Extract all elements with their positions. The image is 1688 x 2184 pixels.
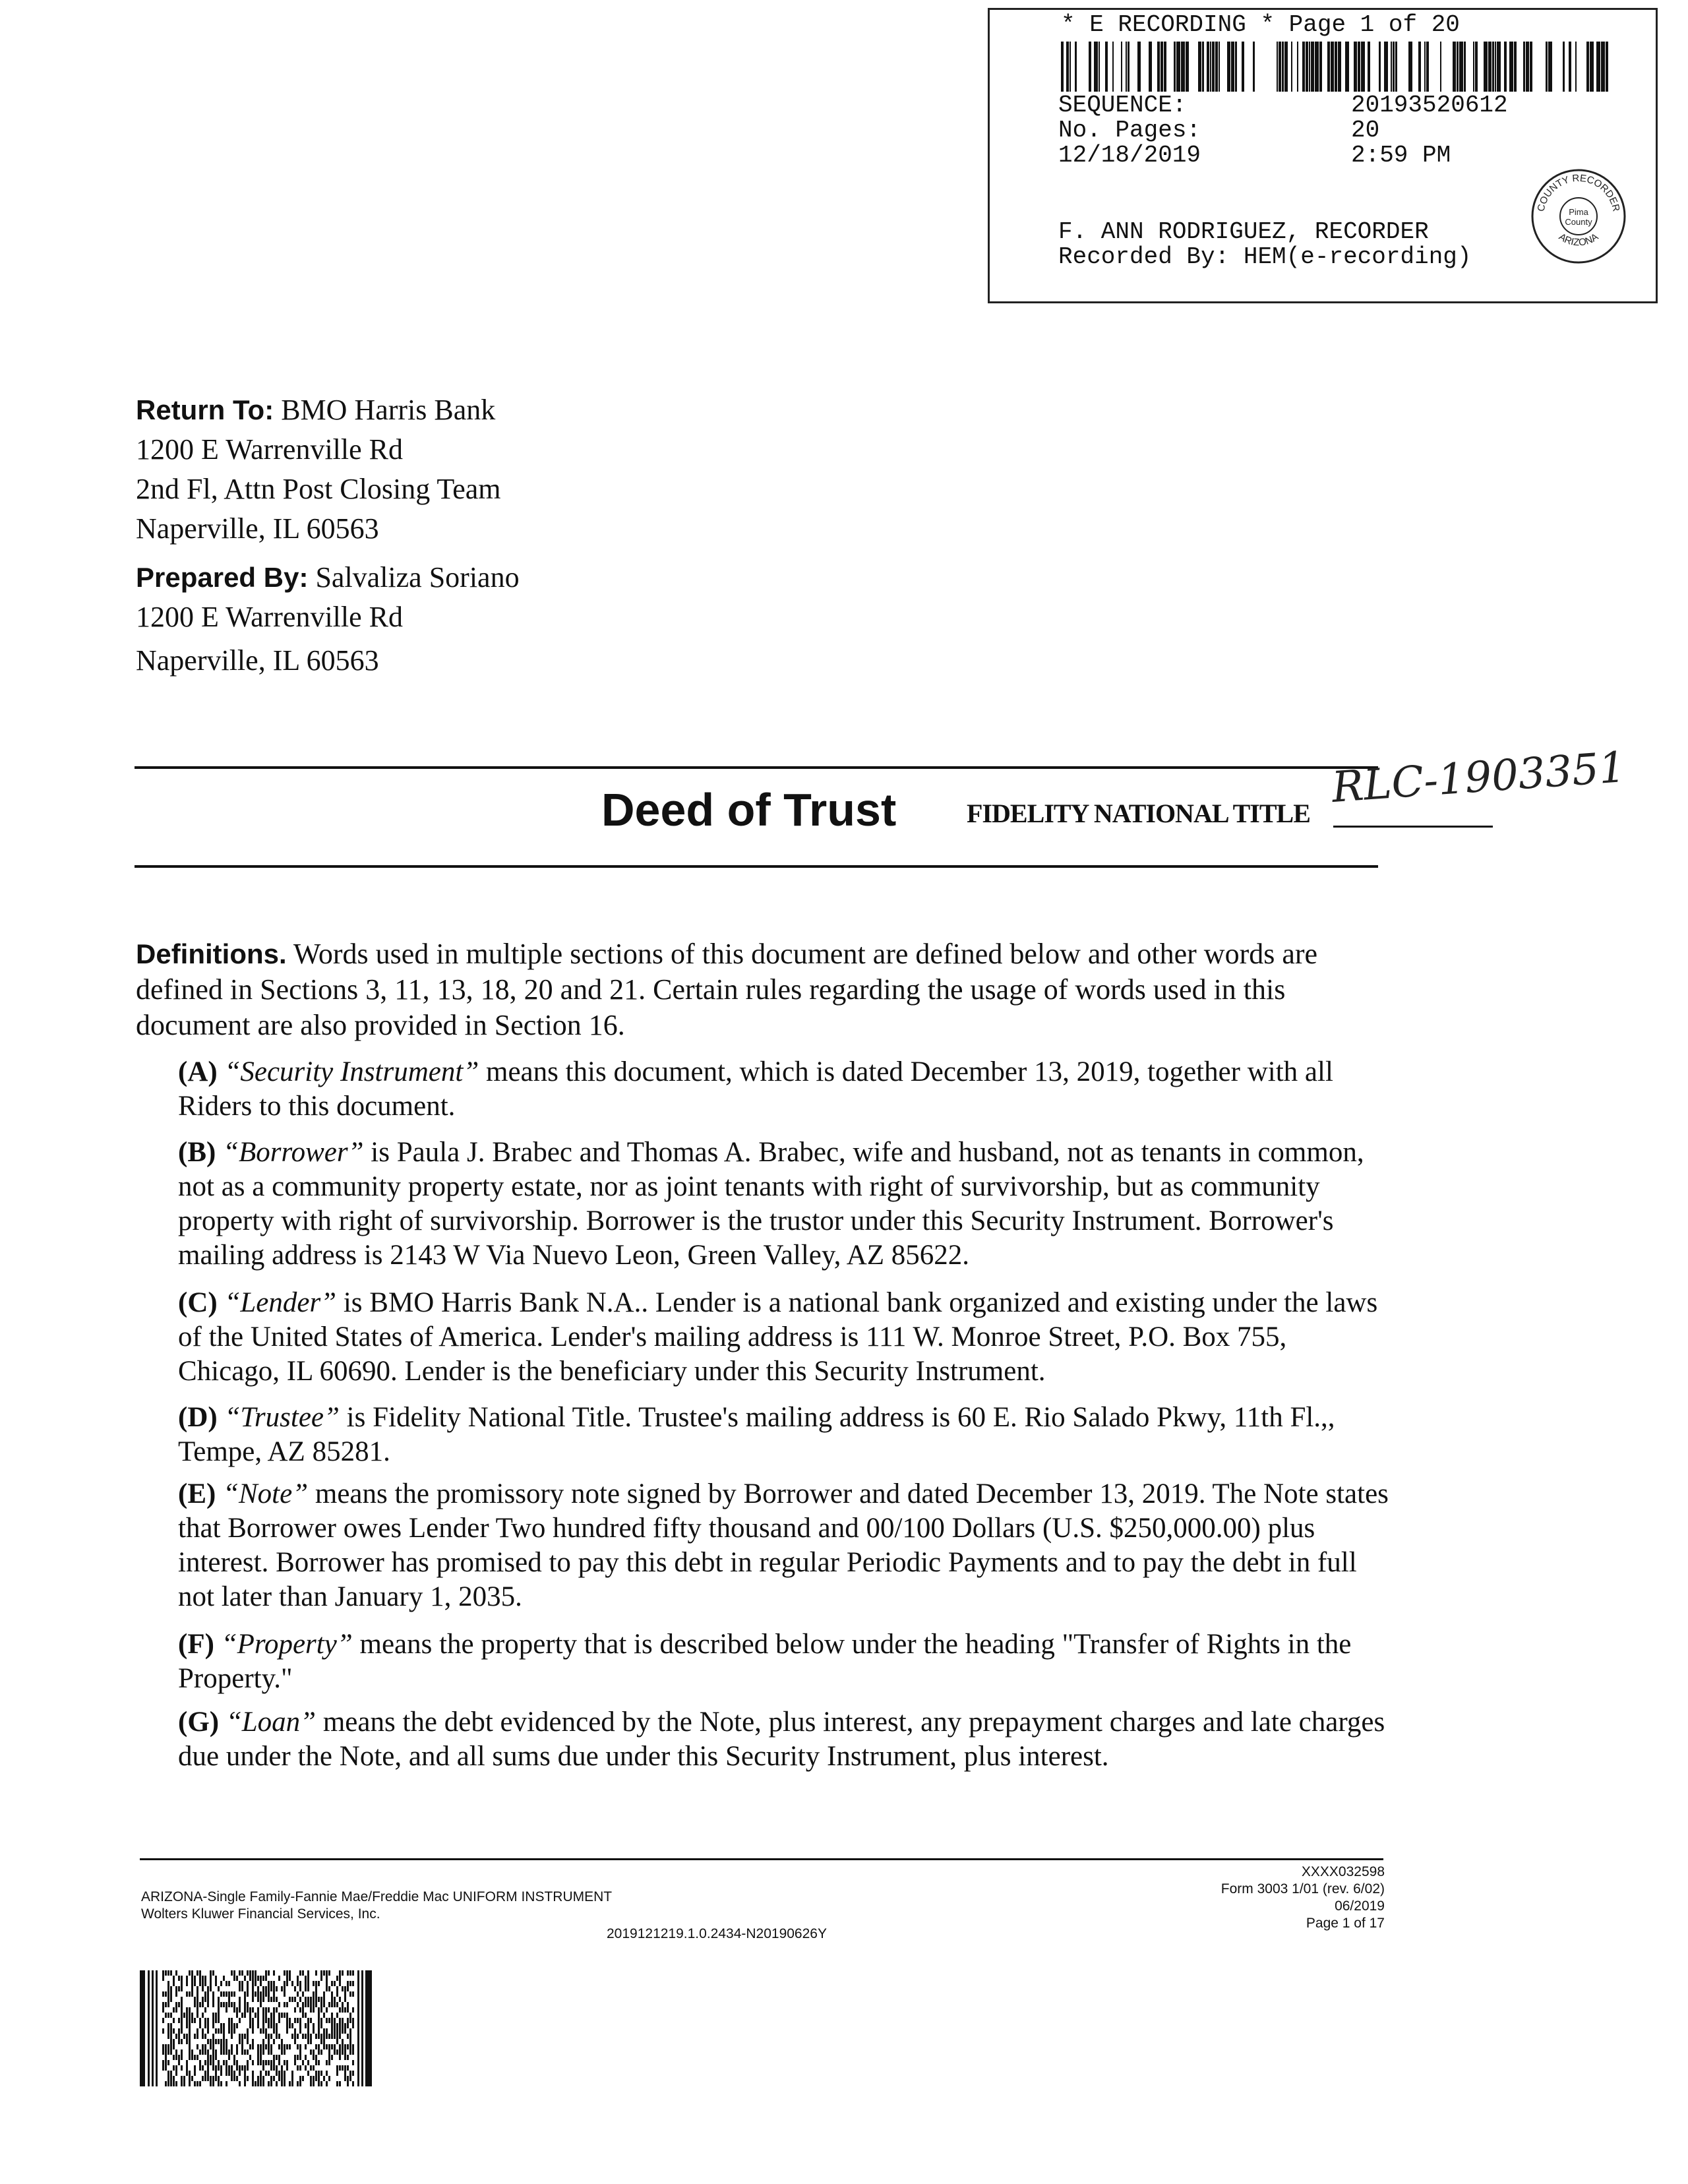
record-date: 12/18/2019 [1058,142,1201,169]
footer-form: Form 3003 1/01 (rev. 6/02) [1221,1881,1385,1896]
record-time: 2:59 PM [1351,142,1451,169]
pages-value: 20 [1351,117,1380,144]
definition-item: (F) “Property” means the property that is described below under the heading "Transfer of Rights in the Property." [178,1629,1352,1694]
return-to-line2: 2nd Fl, Attn Post Closing Team [136,473,501,505]
title-bottom-rule [135,865,1378,868]
definition-item: (B) “Borrower” is Paula J. Brabec and Thomas A. Brabec, wife and husband, not as tenants in common, not as a community property estate, nor as joint tenants with right of survivorship, but as community property with right of survivorship. Borrower is the trustor under this Security Instrument. Borrower's mailing address is 2143 W Via Nuevo Leon, Green Valley, AZ 85622. [178,1137,1364,1271]
prepared-by-block [136,558,520,681]
return-to-name: BMO Harris Bank [281,394,496,426]
return-to-line1: 1200 E Warrenville Rd [136,433,404,466]
footer-loan-number: XXXX032598 [1301,1864,1385,1879]
seal-center-1: Pima [1569,207,1588,217]
handwritten-underline [1333,826,1493,828]
definition-item: (D) “Trustee” is Fidelity National Title. Trustee's mailing address is 60 E. Rio Salado Pkwy, 11th Fl.,, Tempe, AZ 85281. [178,1402,1335,1467]
page-title: Deed of Trust [601,784,897,835]
county-seal-icon [1529,167,1628,266]
definitions-intro-text: Words used in multiple sections of this document are defined below and other words are defined in Sections 3, 11, 13, 18, 20 and 21. Certain rules regarding the usage of words used in this document are also provided in Section 16. [136,938,1318,1041]
footer-publisher: Wolters Kluwer Financial Services, Inc. [141,1906,380,1922]
footer-page: Page 1 of 17 [1306,1916,1385,1931]
seal-bottom-text: ARIZONA [1556,231,1601,249]
return-to-label: Return To: [136,394,274,425]
recording-barcode [1061,42,1615,92]
recording-stamp [988,8,1658,303]
prepared-by-name: Salvaliza Soriano [315,561,520,593]
seal-top-text: COUNTY RECORDER [1535,172,1622,213]
handwritten-file-number: RLC-1903351 [1330,743,1627,812]
definitions-label: Definitions. [136,938,287,969]
stamp-header: * E RECORDING * Page 1 of 20 [1061,11,1460,38]
footer-instrument: ARIZONA-Single Family-Fannie Mae/Freddie Mac UNIFORM INSTRUMENT [141,1889,613,1904]
prepared-by-label: Prepared By: [136,562,309,593]
pages-label: No. Pages: [1058,117,1201,144]
title-company: FIDELITY NATIONAL TITLE [967,799,1310,828]
return-to-line3: Naperville, IL 60563 [136,512,379,545]
definition-item: (A) “Security Instrument” means this document, which is dated December 13, 2019, together with all Riders to this document. [178,1056,1333,1122]
prepared-by-line1: 1200 E Warrenville Rd [136,601,404,633]
recorded-by: Recorded By: HEM(e-recording) [1058,243,1472,270]
definition-item: (G) “Loan” means the debt evidenced by the Note, plus interest, any prepayment charges and late charges due under the Note, and all sums due under this Security Instrument, plus interest. [178,1707,1385,1772]
pdf417-barcode [140,1970,372,2086]
definition-item: (C) “Lender” is BMO Harris Bank N.A.. Lender is a national bank organized and existing under the laws of the United States of America. Lender's mailing address is 111 W. Monroe Street, P.O. Box 755, Chicago, IL 60690. Lender is the beneficiary under this Security Instrument. [178,1287,1378,1387]
footer-form-date: 06/2019 [1335,1898,1385,1914]
title-top-rule [135,766,1378,769]
prepared-by-line2: Naperville, IL 60563 [136,644,379,677]
footer-rule [140,1858,1383,1860]
seal-center-2: County [1565,217,1592,227]
definition-item: (E) “Note” means the promissory note signed by Borrower and dated December 13, 2019. The Note states that Borrower owes Lender Two hundred fifty thousand and 00/100 Dollars (U.S. $250,000.00) plus interest. Borrower has promised to pay this debt in regular Periodic Payments and to pay the debt in full not later than January 1, 2035. [178,1478,1389,1612]
footer-doc-id: 2019121219.1.0.2434-N20190626Y [607,1926,827,1941]
sequence-value: 20193520612 [1351,92,1508,119]
recorder-name: F. ANN RODRIGUEZ, RECORDER [1058,218,1429,245]
definitions-intro [136,936,1382,1043]
return-to-block [136,390,501,549]
sequence-label: SEQUENCE: [1058,92,1187,119]
